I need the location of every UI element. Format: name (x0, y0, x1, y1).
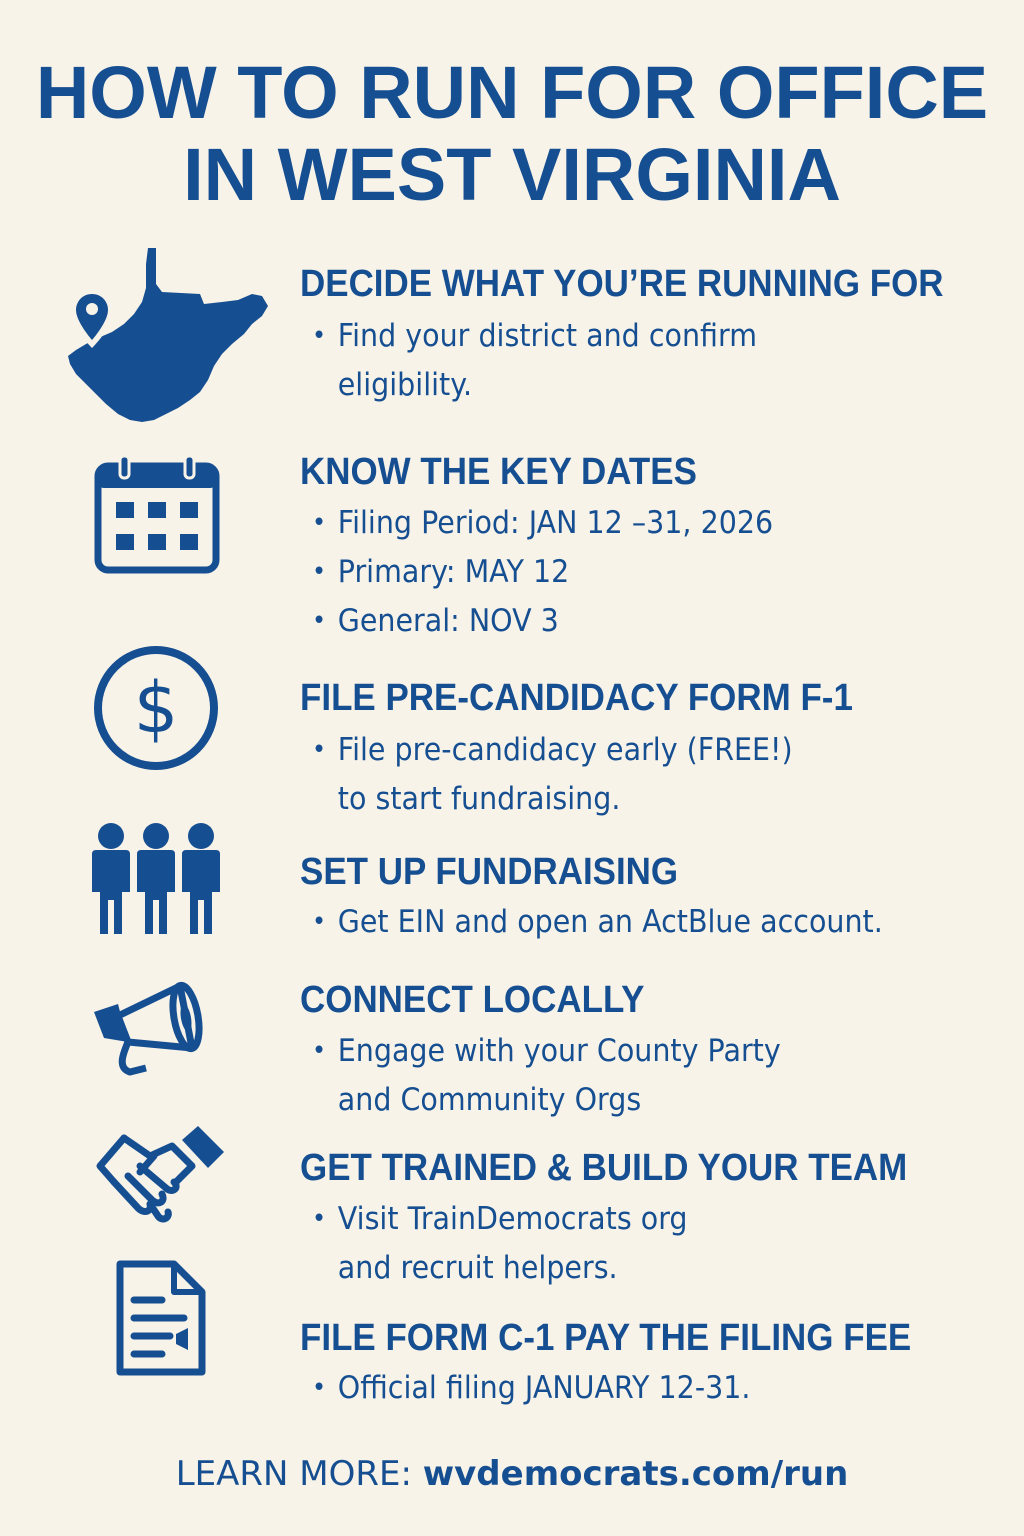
step-heading: SET UP FUNDRAISING (300, 851, 679, 893)
document-form-icon (112, 1258, 208, 1378)
bullet-line: and Community Orgs (337, 1082, 642, 1118)
bullet-line: Official filing JANUARY 12-31. (337, 1370, 751, 1406)
step-bullets (312, 726, 834, 824)
step-heading: FILE PRE-CANDIDACY FORM F-1 (300, 677, 853, 719)
handshake-icon (94, 1126, 226, 1230)
bullet-item (312, 898, 883, 947)
dollar-coin-icon (92, 644, 220, 772)
bullet-item (312, 499, 773, 548)
bullet-line: to start fundraising. (337, 781, 621, 817)
page-title (0, 52, 1024, 216)
bullet-line: and recruit helpers. (337, 1250, 618, 1286)
step-heading: CONNECT LOCALLY (300, 979, 645, 1021)
learn-more-link[interactable]: wvdemocrats.com/run (422, 1454, 849, 1494)
calendar-icon (94, 454, 220, 574)
west-virginia-map-pin-icon (62, 244, 272, 426)
megaphone-icon (88, 976, 218, 1076)
step-heading: DECIDE WHAT YOU’RE RUNNING FOR (300, 263, 944, 305)
learn-more-footer (0, 1452, 1024, 1496)
title-line-2: IN WEST VIRGINIA (183, 133, 841, 216)
bullet-line: File pre-candidacy early (FREE!) (337, 732, 793, 768)
step-bullets (312, 898, 932, 947)
bullet-line: Find your district and confirm (337, 318, 758, 354)
people-group-icon (86, 822, 226, 938)
bullet-line: General: NOV 3 (337, 603, 559, 639)
learn-more-label: LEARN MORE: (175, 1454, 412, 1494)
step-heading: GET TRAINED & BUILD YOUR TEAM (300, 1147, 908, 1189)
bullet-line: Visit TrainDemocrats org (337, 1201, 688, 1237)
svg-text:$: $ (133, 667, 179, 749)
step-bullets (312, 499, 813, 646)
bullet-item (312, 597, 773, 646)
step-bullets (312, 1027, 822, 1125)
step-heading: FILE FORM C-1 PAY THE FILING FEE (300, 1317, 912, 1359)
bullet-line: Primary: MAY 12 (337, 554, 570, 590)
step-bullets (312, 312, 796, 410)
step-bullets (312, 1364, 789, 1413)
bullet-item (312, 726, 793, 824)
bullet-item (312, 548, 773, 597)
bullet-item (312, 1364, 750, 1413)
bullet-line: Get EIN and open an ActBlue account. (337, 904, 883, 940)
bullet-item (312, 1027, 781, 1125)
bullet-item (312, 312, 757, 410)
step-bullets (312, 1195, 720, 1293)
bullet-line: Engage with your County Party (337, 1033, 781, 1069)
title-line-1: HOW TO RUN FOR OFFICE (35, 51, 989, 134)
bullet-item (312, 1195, 688, 1293)
bullet-line: Filing Period: JAN 12 –31, 2026 (337, 505, 774, 541)
bullet-line: eligibility. (337, 367, 473, 403)
step-heading: KNOW THE KEY DATES (300, 451, 697, 493)
